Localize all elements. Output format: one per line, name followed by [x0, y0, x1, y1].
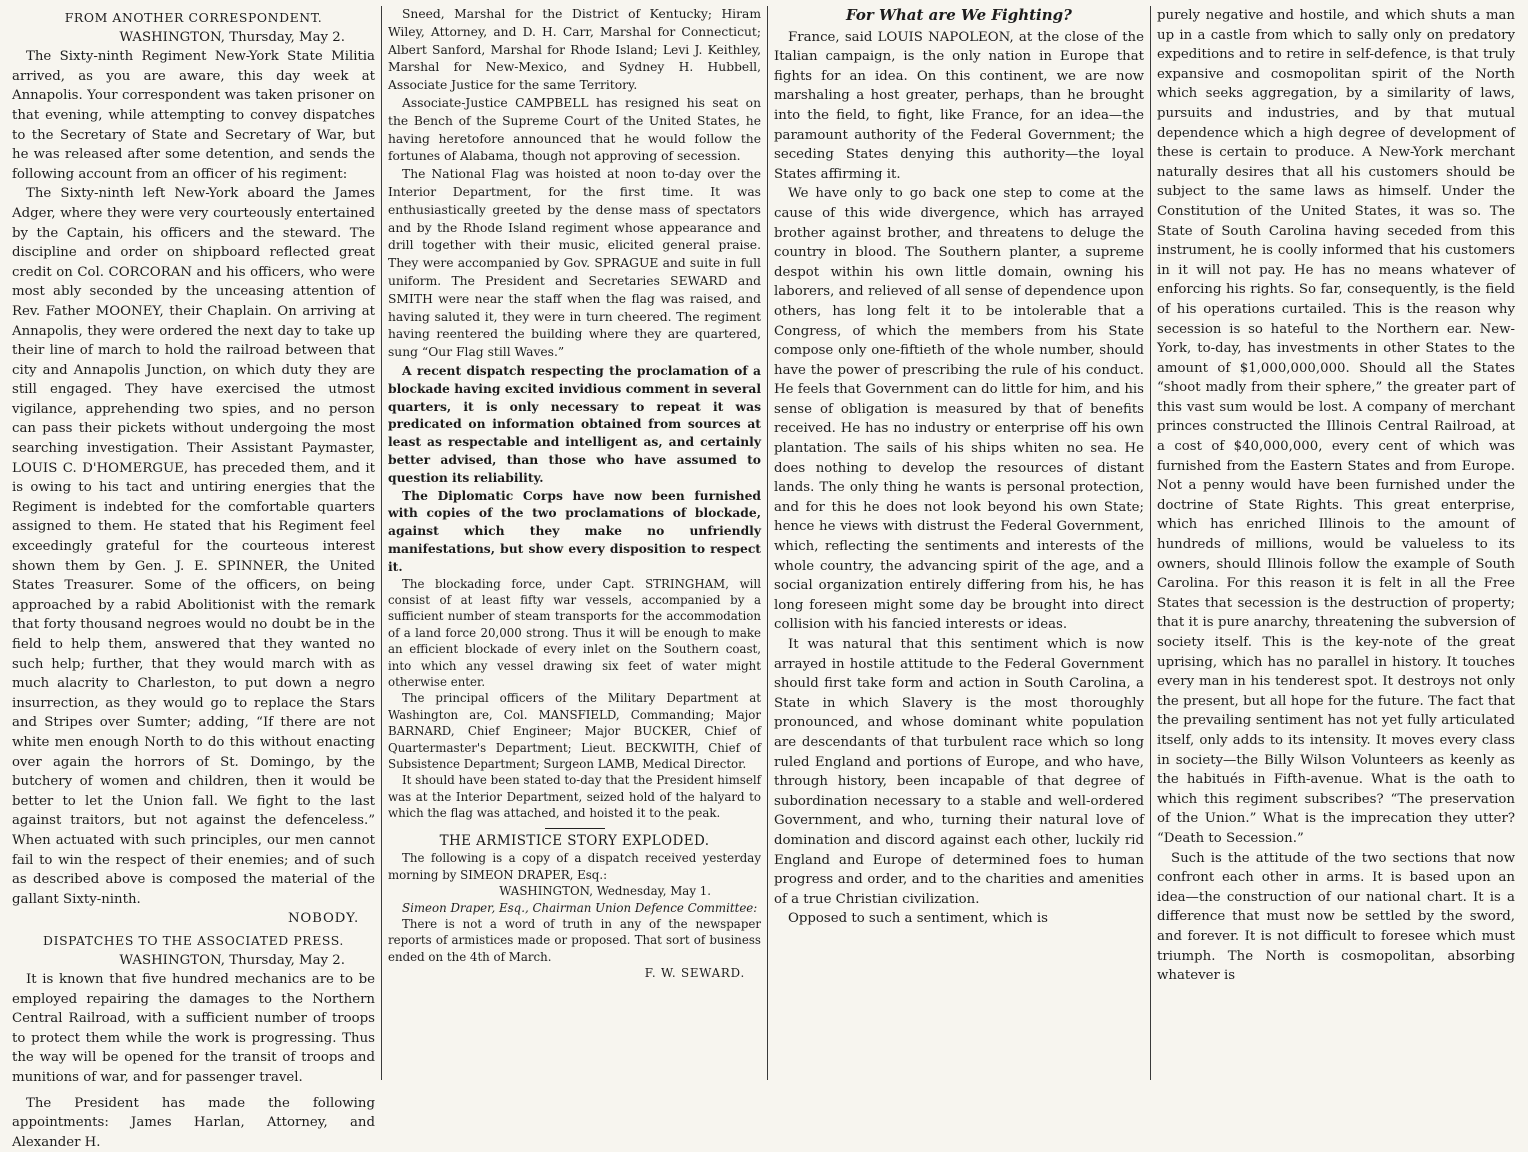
column-3 — [768, 6, 1150, 1080]
paragraph: The principal officers of the Military Department at Washington are, Col. MANSFIELD, Commanding; Major BARNARD, Chief Engineer; Major BUCKER, Chief of Quartermaster's Department; Lieut. BECKWITH, Chief of Subsistence Department; Surgeon LAMB, Medical Director. — [388, 691, 761, 771]
paragraph: It is known that five hundred mechanics are to be employed repairing the damages to the Northern Central Railroad, with a sufficient number of troops to protect them while the work is progressing. Thus the way will be opened for the transit of troops and munitions of war, and for passenger travel. — [12, 972, 375, 1086]
paragraph: Opposed to such a sentiment, which is — [788, 911, 1048, 927]
paragraph: France, said LOUIS NAPOLEON, at the close of the Italian campaign, is the only nation in Europe that fights for an idea. On this continent, we are now marshaling a host greater, perhaps, than he brought into the field, to fight, like France, for an idea—the paramount authority of the Federal Government; the seceding States denying this authority—the loyal States affirming it. — [774, 29, 1144, 182]
heading-another-correspondent: FROM ANOTHER CORRESPONDENT. — [64, 10, 323, 25]
heading-armistice: THE ARMISTICE STORY EXPLODED. — [439, 832, 710, 849]
signature: NOBODY. — [287, 911, 359, 927]
paragraph: There is not a word of truth in any of the newspaper reports of armistices made or proposed. That sort of business ended on the 4th of March. — [388, 917, 761, 964]
paragraph: It should have been stated to-day that the President himself was at the Interior Department, seized hold of the halyard to which the flag was attached, and hoisted it to the peak. — [388, 773, 761, 821]
paragraph-addressee: Simeon Draper, Esq., Chairman Union Defence Committee: — [402, 900, 758, 915]
paragraph: The Sixty-ninth left New-York aboard the James Adger, where they were very courteously entertained by the Captain, his officers and the steward. The discipline and order on shipboard reflected great credit on Col. CORCORAN and his officers, who were most ably seconded by the unceasing attention of Rev. Father MOONEY, their Chaplain. On arriving at Annapolis, they were ordered the next day to take up their line of march to hold the railroad between that city and Annapolis Junction, on which duty they are still engaged. They have exercised the utmost vigilance, apprehending two spies, and no person can pass their pickets without undergoing the most searching investigation. Their Assistant Paymaster, LOUIS C. D'HOMERGUE, has preceded them, and it is owing to his tact and untiring energies that the Regiment is indebted for the comfortable quarters assigned to them. He stated that his Regiment feel exceedingly grateful for the courteous interest shown them by Gen. J. E. SPINNER, the United States Treasurer. Some of the officers, on being approached by a rabid Abolitionist with the remark that forty thousand negroes would no doubt be in the field to help them, answered that they wanted no such help; further, that they would march with as much alacrity to Charleston, to put down a negro insurrection, as they would go to replace the Stars and Stripes over Sumter; adding, “If there are not white men enough North to do this without enacting over again the horrors of St. Domingo, by the butchery of women and children, then it would be better to let the Union fall. We fight to the last against traitors, but not against the defenceless.” When actuated with such principles, our men cannot fail to win the respect of their enemies; and of such as described above is composed the material of the gallant Sixty-ninth. — [12, 186, 375, 907]
paragraph-bold: The Diplomatic Corps have now been furnished with copies of the two proclamations of blockade, against which they make no unfriendly manifestations, but show every disposition to respect it. — [388, 487, 761, 574]
paragraph-bold: A recent dispatch respecting the proclamation of a blockade having excited invidious comment in several quarters, it is only necessary to repeat it was predicated on information obtained from sources at least as respectable and intelligent as, and certainly better advised, than those who have assumed to question its reliability. — [388, 362, 761, 485]
dateline: WASHINGTON, Wednesday, May 1. — [499, 884, 711, 899]
paragraph: The National Flag was hoisted at noon to-day over the Interior Department, for the first time. It was enthusiastically greeted by the dense mass of spectators and by the Rhode Island regiment whose appearance and drill together with their music, elicited general praise. They were accompanied by Gov. SPRAGUE and suite in full uniform. The President and Secretaries SEWARD and SMITH were near the staff when the flag was raised, and having saluted it, they were in turn cheered. The regiment having reentered the building where they are quartered, sung “Our Flag still Waves.” — [388, 167, 761, 360]
paragraph: The following is a copy of a dispatch received yesterday morning by SIMEON DRAPER, Esq.: — [388, 851, 761, 882]
heading-associated-press: DISPATCHES TO THE ASSOCIATED PRESS. — [43, 932, 344, 948]
paragraph: We have only to go back one step to come at the cause of this wide divergence, which has arrayed brother against brother, and threatens to deluge the country in blood. The Southern planter, a supreme despot within his own little domain, owning his laborers, and relieved of all sense of dependence upon others, has long felt it to be intolerable that a Congress, of which the members from his State compose only one-fiftieth of the whole number, should have the power of prescribing the rule of his conduct. He feels that Government can do little for him, and his sense of obligation is measured by that of benefits received. He has no industry or enterprise off his own plantation. The sails of his ships whiten no sea. He does nothing to develop the resources of distant lands. The only thing he wants is personal protection, and for this he does not look beyond his own State; hence he views with distrust the Federal Government, which, reflecting the sentiments and interests of the whole country, the advancing spirit of the age, and a social organization entirely differing from his, he has long foreseen might some day be brought into direct collision with his fancied interests or ideas. — [774, 186, 1144, 633]
paragraph: It was natural that this sentiment which is now arrayed in hostile attitude to the Federal Government should first take form and action in South Carolina, a State in which Slavery is the most thoroughly pronounced, and whose dominant white population are descendants of that turbulent race which so long ruled England and portions of Europe, and who have, through history, been incapable of that degree of subordination necessary to a stable and well-ordered Government, and who, turning their natural love of domination and discord against each other, luckily rid England and Europe of determined foes to human progress and order, and to the charities and amenities of a true Christian civilization. — [774, 637, 1144, 907]
section-divider — [545, 828, 605, 829]
paragraph: Such is the attitude of the two sections that now confront each other in arms. It is based upon an idea—the construction of our national chart. It is a difference that must now be settled by the sword, and forever. It is not difficult to foresee which must triumph. The North is cosmopolitan, absorbing whatever is — [1157, 850, 1515, 984]
signature: F. W. SEWARD. — [644, 966, 745, 981]
heading-what-fighting: For What are We Fighting? — [846, 6, 1072, 24]
dateline: WASHINGTON, Thursday, May 2. — [119, 29, 345, 45]
paragraph: Sneed, Marshal for the District of Kentucky; Hiram Wiley, Attorney, and D. H. Carr, Marshal for Connecticut; Albert Sanford, Marshal for Rhode Island; Levi J. Keithley, Marshal for New-Mexico, and Sydney H. Hubbell, Associate Justice for the same Territory. — [388, 7, 761, 93]
paragraph: The President has made the following appointments: James Harlan, Attorney, and Alexander H. — [12, 1095, 375, 1150]
paragraph: Associate-Justice CAMPBELL has resigned his seat on the Bench of the Supreme Court of the United States, he having heretofore announced that he would follow the fortunes of Alabama, though not approving of secession. — [388, 95, 761, 164]
paragraph: The Sixty-ninth Regiment New-York State Militia arrived, as you are aware, this day week at Annapolis. Your correspondent was taken prisoner on that evening, while attempting to convey dispatches to the Secretary of State and Secretary of War, but he was released after some detention, and sends the following account from an officer of his regiment: — [12, 49, 375, 182]
column-4 — [1151, 6, 1521, 1080]
dateline: WASHINGTON, Thursday, May 2. — [119, 952, 345, 968]
paragraph: The blockading force, under Capt. STRINGHAM, will consist of at least fifty war vessels, accompanied by a sufficient number of steam transports for the accommodation of a land force 20,000 strong. Thus it will be enough to make an efficient blockade of every inlet on the Southern coast, into which any vessel drawing six feet of water might otherwise enter. — [388, 576, 761, 689]
column-2 — [382, 6, 767, 1080]
column-1 — [6, 6, 381, 1150]
paragraph: purely negative and hostile, and which shuts a man up in a castle from which to sally only on predatory expeditions and to retire in self-defence, is that truly expansive and cosmopolitan spirit of the North which seeks aggregation, by a similarity of laws, pursuits and industries, and by that mutual dependence which a high degree of development of these is certain to produce. A New-York merchant naturally desires that all his customers should be subject to the same laws as himself. Under the Constitution of the United States, it was so. The State of South Carolina having seceded from this instrument, he is coolly informed that his customers in it will not pay. He has no means whatever of enforcing his rights. So far, consequently, is the field of his operations curtailed. This is the reason why secession is so hateful to the Northern ear. New-York, to-day, has investments in other States to the amount of $1,000,000,000. Should all the States “shoot madly from their sphere,” the greater part of this vast sum would be lost. A company of merchant princes constructed the Illinois Central Railroad, at a cost of $40,000,000, every cent of which was furnished from the Eastern States and from Europe. Not a penny would have been furnished under the doctrine of State Rights. This great enterprise, which has enriched Illinois to the amount of hundreds of millions, would be valueless to its owners, should Illinois follow the example of South Carolina. For this reason it is felt in all the Free States that secession is the destruction of property; that it is pure anarchy, threatening the subversion of society itself. This is the key-note of the great uprising, which has no parallel in history. It touches every man in his tenderest spot. It destroys not only the present, but all hope for the future. The fact that the prevailing sentiment has not yet fully articulated itself, only adds to its intensity. It moves every class in society—the Billy Wilson Volunteers as keenly as the habitués in Fifth-avenue. What is the oath to which this regiment subscribes? “The preservation of the Union.” What is the imprecation they utter? “Death to Secession.” — [1157, 8, 1515, 846]
